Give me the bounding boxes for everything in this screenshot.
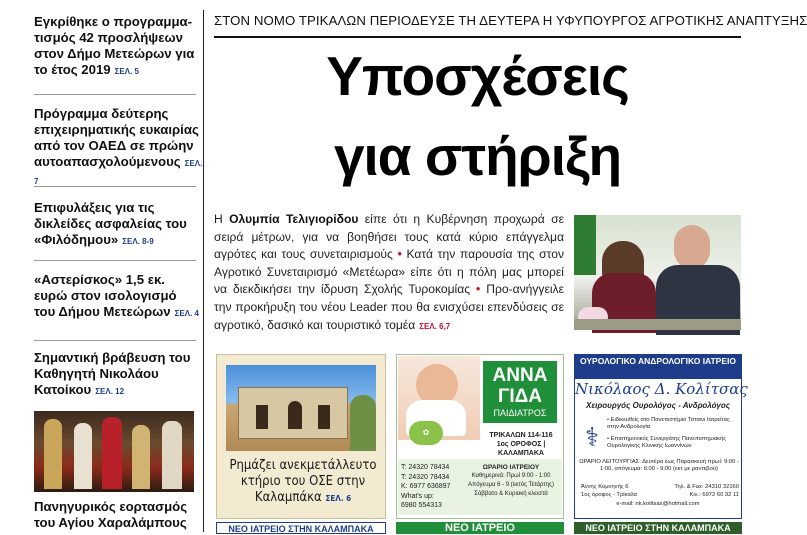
priest-figure [74, 423, 92, 489]
name-badge: ΑΝΝΑ ΓΙΔΑ ΠΑΙΔΙΑΤΡΟΣ [483, 361, 557, 423]
building-photo [226, 365, 376, 451]
table [574, 319, 741, 330]
priest-figure [162, 421, 182, 489]
bullet-icon: • [476, 282, 481, 297]
phones: Τηλ. & Fax: 24310 32160 Κιν.: 6972 60 32 11 [674, 484, 739, 498]
plant-decoration [574, 215, 596, 275]
sidebar-item[interactable]: Πρόγραμμα δεύτερης επιχειρηματικής ευκαιρίας από τον ΟΑΕΔ σε πρώην αυτοαπασχολούμενους ΣΕΛ. 7 [34, 106, 203, 186]
divider [34, 340, 196, 341]
specialty: Χειρουργός Ουρολόγος - Ανδρολόγος [586, 401, 730, 410]
sidebar-item[interactable]: Σημαντική βράβευση του Καθηγητή Νικολάου Κατοίκου ΣΕΛ. 12 [34, 350, 191, 397]
door [256, 405, 268, 429]
story-caption: Ρημάζει ανεκμετάλλευτο κτήριο του ΟΣΕ στην Καλαμπάκα ΣΕΛ. 6 [229, 458, 377, 505]
address: Άννης Κομνηνής 6 1ος όροφος - Τρίκαλα [581, 484, 637, 498]
ad-strip-left[interactable]: ΝΕΟ ΙΑΤΡΕΙΟ ΣΤΗΝ ΚΑΛΑΜΠΑΚΑ [216, 522, 386, 534]
church-ceremony-photo [34, 411, 194, 492]
contact-panel [398, 459, 562, 515]
priest-figure [132, 425, 150, 489]
minister-photo [574, 215, 741, 330]
priest-figure [102, 417, 122, 489]
phones: T: 24320 78434 T: 24320 78434 Κ: 6977 636897 What's up: 6980 554313 [401, 464, 451, 509]
headline-line-1[interactable]: Υποσχέσεις [326, 45, 629, 107]
arched-window [288, 401, 302, 429]
man-head [674, 225, 710, 269]
column-divider [203, 10, 204, 532]
ad-pediatrician[interactable] [396, 354, 564, 519]
story-box-ose[interactable] [216, 354, 386, 519]
person-name: Ολυμπία Τελιγιορίδου [229, 212, 359, 226]
ad-strip-right[interactable]: ΝΕΟ ΙΑΤΡΕΙΟ ΣΤΗΝ ΚΑΛΑΜΠΑΚΑ [574, 522, 742, 534]
bullet-icon: • [397, 247, 402, 262]
doctor-name: Νικόλαος Δ. Κολίτσας [575, 380, 748, 398]
ad-header: ΟΥΡΟΛΟΓΙΚΟ ΑΝΔΡΟΛΟΓΙΚΟ ΙΑΤΡΕΙΟ [575, 355, 741, 379]
ad-strip-mid[interactable]: ΝΕΟ ΙΑΤΡΕΙΟ [396, 522, 564, 534]
window [318, 405, 330, 429]
divider [34, 186, 196, 187]
medical-symbol-icon: ⚕ [584, 422, 600, 452]
page-ref[interactable]: ΣΕΛ. 6,7 [419, 321, 451, 331]
sidebar-item[interactable]: Πανηγυρικός εορτασμός του Αγίου Χαραλάμπους [34, 499, 188, 530]
priest-figure [44, 419, 62, 489]
address: ΤΡΙΚΑΛΩΝ 114-116 1ος ΟΡΟΦΟΣ | ΚΑΛΑΜΠΑΚΑ [489, 432, 553, 457]
hours: ΩΡΑΡΙΟ ΙΑΤΡΕΙΟΥ Καθημερινά: Πρωί 9:00 - 1:00 Απόγευμα 6 - 9 (εκτός Τετάρτης) Σάββατο & Κυριακή κλειστά [468, 464, 554, 497]
divider [34, 94, 196, 95]
headline-line-2[interactable]: για στήριξη [333, 125, 622, 187]
sidebar [0, 0, 203, 534]
kicker: ΣΤΟΝ ΝΟΜΟ ΤΡΙΚΑΛΩΝ ΠΕΡΙΟΔΕΥΣΕ ΤΗ ΔΕΥΤΕΡΑ Η ΥΦΥΠΟΥΡΓΟΣ ΑΓΡΟΤΙΚΗΣ ΑΝΑΠΤΥΞΗΣ [214, 13, 807, 28]
article-lead: Η Ολυμπία Τελιγιορίδου είπε ότι η Κυβέρνηση προχωρά σε σειρά μέτρων, για να βοηθήσει τους κατά κύριο επάγγελμα αγρότες και τους συνεταιρισμούς • Κατά την παρουσία της στον Αγροτικό Συνεταιρισμό «Μετέωρα» είπε ότι η πόλη μας μπορεί να διεκδικήσει την ίδρυση Σχολής Τυροκομίας • Προ-ανήγγειλε την προκήρυξη του νέου Leader που θα ενισχύσει επενδύσεις σε αγροτικό, δασικό και τουριστικό τομέα ΣΕΛ. 6,7 [214, 212, 565, 332]
divider [34, 260, 196, 261]
sidebar-item[interactable]: Εγκρίθηκε ο προγραμμα-τισμός 42 προσλήψεων στον Δήμο Μετεώρων για το έτος 2019 ΣΕΛ. 5 [34, 14, 195, 77]
rule [214, 36, 741, 38]
sidebar-item[interactable]: «Αστερίσκος» 1,5 εκ. ευρώ στον ισολογισμό του Δήμου Μετεώρων ΣΕΛ. 4 [34, 272, 199, 319]
ad-urologist[interactable] [574, 354, 748, 519]
logo-icon: ✿ [409, 421, 443, 445]
credentials: • Ειδικευθείς στο Πανεπιστήμιο Τσταινι Ιατρείτας στην Ανδρολογία • Επιστημονικός Συνεργάτης Πανεπιστημιακής Ουρολογικής Κλινικής Ιωαννίνων [607, 417, 730, 450]
email[interactable]: e-mail: nk.kolitsas@hotmail.com [616, 501, 700, 507]
hours: ΩΡΑΡΙΟ ΛΕΙΤΟΥΡΓΙΑΣ: Δευτέρα έως Παρασκευή πρωί: 9:00 - 1:00, απόγευμα: 6:00 - 9:00 (εκτ με ραντεβού) [579, 459, 739, 473]
sidebar-item[interactable]: Επιφυλάξεις για τις δικλείδες ασφαλείας του «Φιλόδημου» ΣΕΛ. 8-9 [34, 200, 187, 247]
tree [350, 395, 376, 451]
